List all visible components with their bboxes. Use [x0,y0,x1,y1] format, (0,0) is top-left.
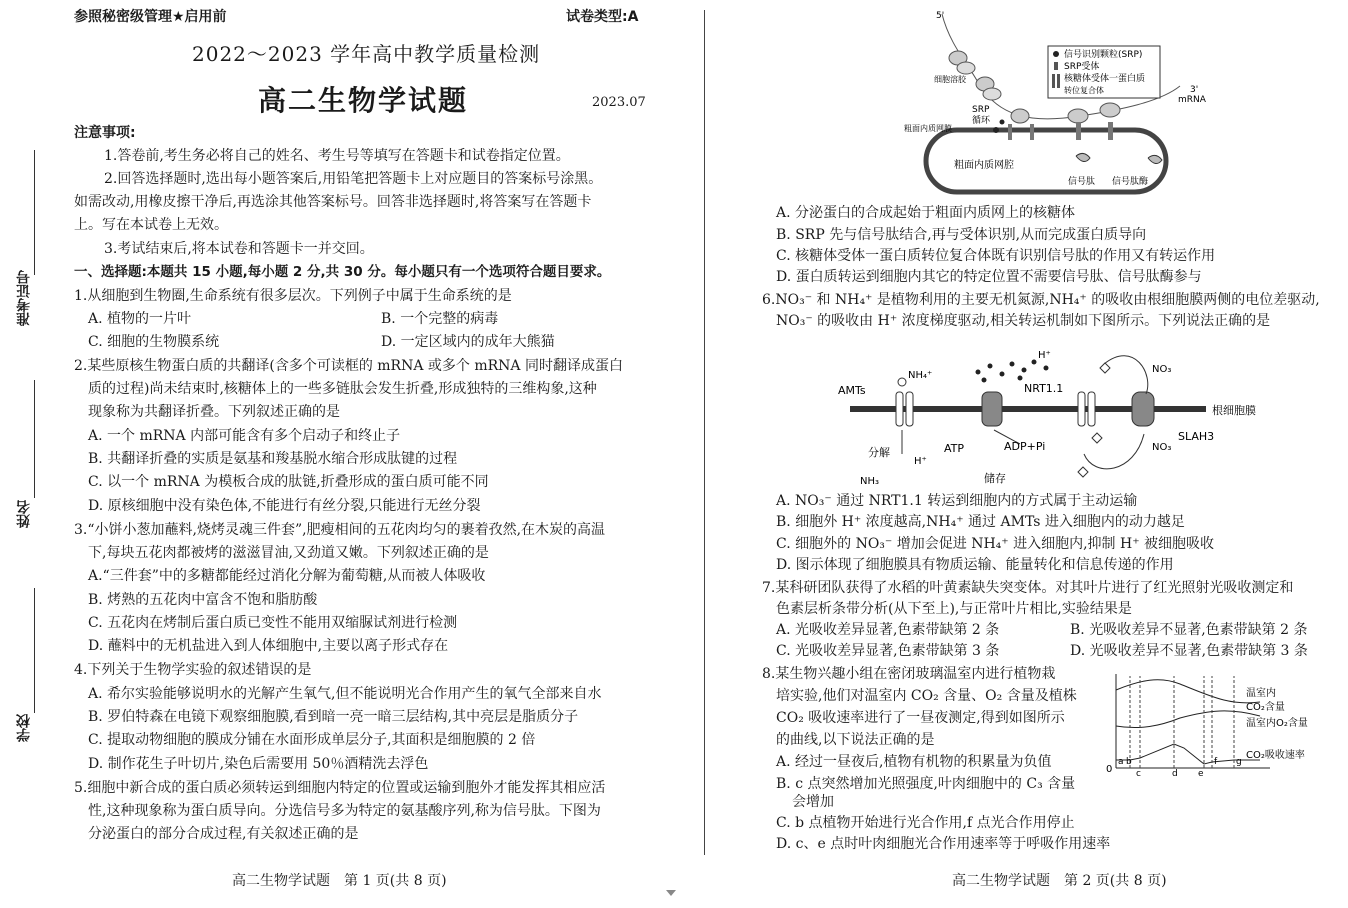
question-stem: 3.“小饼小葱加蘸料,烧烤灵魂三件套”,肥瘦相间的五花肉均匀的裹着孜然,在木炭的高温 [74,522,606,538]
option-d: D. 蛋白质转运到细胞内其它的特定位置不需要信号肽、信号肽酶参与 [776,269,1202,285]
legend-label: SRP受体 [1064,62,1100,72]
question-stem: 分泌蛋白的部分合成过程,有关叙述正确的是 [88,826,359,842]
co2-label: 温室内 [1246,688,1276,699]
nh4-label: NH₄⁺ [908,370,933,381]
h-label: H⁺ [1038,350,1051,361]
question-stem: 8.某生物兴趣小组在密闭玻璃温室内进行植物栽 [762,666,1056,682]
binding-line [34,380,35,498]
channel-icon [1008,124,1012,140]
srp-cycle-label: SRP [972,105,990,115]
srp-cycle-label: 循环 [972,116,991,126]
option-d: D. 图示体现了细胞膜具有物质运输、能量转化和信息传递的作用 [776,557,1174,573]
option-b: B. 烤熟的五花肉中富含不饱和脂肪酸 [88,592,318,608]
co2-label: CO₂含量 [1246,702,1285,713]
legend-receptor-icon [1054,62,1058,70]
channel-icon [1030,124,1034,140]
notice-line: 2.回答选择题时,选出每小题答案后,用铅笔把答题卡上对应题目的答案标号涂黑。 [104,171,603,187]
guide-lines [1130,676,1234,768]
signal-peptidase-label: 信号肽酶 [1112,177,1149,187]
binding-line [34,150,35,275]
option-c: C. 五花肉在烤制后蛋白质已变性不能用双缩脲试剂进行检测 [88,615,458,631]
option-a: A. 一个 mRNA 内部可能含有多个启动子和终止子 [88,428,401,444]
question-stem: 1.从细胞到生物圈,生命系统有很多层次。下列例子中属于生命系统的是 [74,288,512,304]
adp-label: ADP+Pi [1004,440,1046,453]
question-stem: 6.NO₃⁻ 和 NH₄⁺ 是植物利用的主要无机氮源,NH₄⁺ 的吸收由根细胞膜两侧的电位差驱动, [762,292,1320,308]
notice-line: 3.考试结束后,将本试卷和答题卡一并交回。 [104,241,374,257]
option-c: C. 以一个 mRNA 为模板合成的肽链,折叠形成的蛋白质可能不同 [88,474,489,490]
question-stem: CO₂ 吸收速率进行了一昼夜测定,得到如图所示 [776,710,1065,726]
side-label-school: 学校 [16,714,32,742]
option-b: B. 细胞外 H⁺ 浓度越高,NH₄⁺ 通过 AMTs 进入细胞内的动力越足 [776,514,1185,530]
nrt-channel [1078,392,1085,426]
option-b: B. c 点突然增加光照强度,叶肉细胞中的 C₃ 含量 [776,776,1076,792]
five-prime-label: 5' [936,11,945,21]
question-stem: 现象称为共翻译折叠。下列叙述正确的是 [88,404,340,420]
option-c: C. 核糖体受体一蛋白质转位复合体既有识别信号肽的作用又有转运作用 [776,248,1216,264]
ribosome-icon [1100,103,1120,117]
o2-label: 温室内O₂含量 [1246,718,1308,729]
slah3-channel [1132,392,1154,426]
amts-channel [896,392,903,426]
o2-curve [1116,711,1260,728]
question-stem: 7.某科研团队获得了水稻的叶黄素缺失突变体。对其叶片进行了红光照射光吸收测定和 [762,580,1294,596]
h-label: H⁺ [914,456,927,467]
question-stem: 2.某些原核生物蛋白质的共翻译(含多个可读框的 mRNA 或多个 mRNA 同时翻译成蛋白 [74,358,623,374]
rer-membrane-label: 粗面内质网膜 [904,124,952,133]
transport-figure [834,344,1278,492]
option-b: B. 共翻译折叠的实质是氨基和羧基脱水缩合形成肽键的过程 [88,451,458,467]
atp-label: ATP [944,442,965,455]
no3-icon [1092,433,1102,443]
option-a: A. 分泌蛋白的合成起始于粗面内质网上的核糖体 [776,205,1076,221]
mrna-label: mRNA [1178,95,1206,105]
option-b: B. 光吸收差异不显著,色素带缺第 2 条 [1070,622,1308,638]
rate-label: CO₂吸收速率 [1246,750,1305,761]
option-b: B. 一个完整的病毒 [381,311,499,327]
subject-title: 高二生物学试题 [258,84,469,117]
side-label-name: 姓名 [16,500,32,528]
rer-lumen-label: 粗面内质网腔 [954,160,1014,171]
scroll-down-icon[interactable] [664,888,678,898]
notice-line: 如需改动,用橡皮擦干净后,再选涂其他答案标号。回答非选择题时,将答案写在答题卡 [74,194,592,210]
nh3-label: NH₃ [860,476,880,487]
legend-label: 信号识别颗粒(SRP) [1064,50,1143,60]
amts-label: AMTs [838,384,866,397]
section-heading: 一、选择题:本题共 15 小题,每小题 2 分,共 30 分。每小题只有一个选项符合题目要求。 [74,264,611,280]
option-c: C. 光吸收差异显著,色素带缺第 3 条 [776,643,1000,659]
srp-figure [880,6,1206,198]
ribosome-icon [1011,109,1029,123]
three-prime-label: 3' [1190,85,1199,95]
question-stem: NO₃⁻ 的吸收由 H⁺ 浓度梯度驱动,相关转运机制如下图所示。下列说法正确的是 [776,313,1271,329]
point-label: c [1136,769,1141,779]
option-a: A. 希尔实验能够说明水的光解产生氧气,但不能说明光合作用产生的氧气全部来自水 [88,686,602,702]
notice-line: 1.答卷前,考生务必将自己的姓名、考生号等填写在答题卡和试卷指定位置。 [104,148,570,164]
option-a: A. NO₃⁻ 通过 NRT1.1 转运到细胞内的方式属于主动运输 [776,493,1138,509]
store-label: 储存 [984,472,1006,485]
co2-curve [1116,680,1260,703]
option-d: D. c、e 点时叶肉细胞光合作用速率等于呼吸作用速率 [776,836,1111,852]
question-stem: 5.细胞中新合成的蛋白质必须转运到细胞内特定的位置或运输到胞外才能发挥其相应活 [74,780,606,796]
no3-icon [1100,363,1110,373]
point-label: d [1172,769,1178,779]
ribosome-icon [983,88,1001,100]
srp-dot [1000,120,1005,125]
nrt-channel [1088,392,1095,426]
point-label: g [1236,757,1242,767]
legend-srp-icon [1053,51,1059,57]
option-c: C. 细胞外的 NO₃⁻ 增加会促进 NH₄⁺ 进入细胞内,抑制 H⁺ 被细胞吸收 [776,536,1215,552]
channel-icon [1076,122,1081,140]
question-stem: 下,每块五花肉都被烤的滋滋冒油,又劲道又嫩。下列叙述正确的是 [88,545,489,561]
question-stem: 色素层析条带分析(从下至上),与正常叶片相比,实验结果是 [776,601,1132,617]
option-a: A. 光吸收差异显著,色素带缺第 2 条 [776,622,1000,638]
signal-peptide-label: 信号肽 [1068,177,1096,187]
option-c: C. 提取动物细胞的膜成分铺在水面形成单层分子,其面积是细胞膜的 2 倍 [88,732,536,748]
option-d: D. 光吸收差异不显著,色素带缺第 3 条 [1070,643,1308,659]
paper-type-label: 试卷类型:A [566,9,639,25]
point-label: e [1198,769,1204,779]
option-b-cont: 会增加 [792,794,834,810]
no3-label: NO₃ [1152,442,1172,453]
page-divider [704,10,705,855]
ribosome-icon [1068,109,1088,123]
option-d: D. 制作花生子叶切片,染色后需要用 50％酒精洗去浮色 [88,756,429,772]
secrecy-label: 参照秘密级管理★启用前 [74,9,227,25]
option-b: B. 罗伯特森在电镜下观察细胞膜,看到暗一亮一暗三层结构,其中亮层是脂质分子 [88,709,579,725]
question-stem: 4.下列关于生物学实验的叙述错误的是 [74,662,312,678]
side-label-exam-number: 准考证号 [16,270,32,326]
ribosome-icon [957,62,975,74]
option-a: A.“三件套”中的多糖都能经过消化分解为葡萄糖,从而被人体吸收 [88,568,486,584]
option-d: D. 蘸料中的无机盐进入到人体细胞中,主要以离子形式存在 [88,638,449,654]
legend-label: 转位复合体 [1064,86,1104,95]
proton-dots [976,360,1049,383]
arrow-line [1104,356,1148,394]
exam-date: 2023.07 [592,95,646,110]
legend-label: 核糖体受体一蛋白质 [1064,74,1146,84]
origin-label: 0 [1106,764,1113,775]
binding-line [34,588,35,713]
point-label: a [1118,757,1124,767]
option-c: C. b 点植物开始进行光合作用,f 点光合作用停止 [776,815,1075,831]
amts-channel [906,392,913,426]
question-stem: 质的过程)尚未结束时,核糖体上的一些多链肽会发生折叠,形成独特的三维构象,这种 [88,381,597,397]
option-a: A. 植物的一片叶 [88,311,192,327]
no3-icon [1078,467,1088,477]
option-c: C. 细胞的生物膜系统 [88,334,220,350]
question-stem: 的曲线,以下说法正确的是 [776,732,935,748]
srp-dot [993,127,999,133]
question-stem: 性,这种现象称为蛋白质导向。分选信号多为特定的氨基酸序列,称为信号肽。下图为 [88,803,601,819]
option-d: D. 原核细胞中没有染色体,不能进行有丝分裂,只能进行无丝分裂 [88,498,481,514]
proton-pump [982,392,1002,426]
exam-title: 2022～2023 学年高中教学质量检测 [192,42,541,66]
point-label: f [1214,757,1218,767]
nh4-icon [898,378,906,386]
option-b: B. SRP 先与信号肽结合,再与受体识别,从而完成蛋白质导向 [776,227,1147,243]
legend-complex-icon [1052,74,1055,88]
cytosol-label: 细胞溶胶 [934,75,966,84]
question-stem: 培实验,他们对温室内 CO₂ 含量、O₂ 含量及植株 [776,688,1077,704]
option-d: D. 一定区域内的成年大熊猫 [381,334,555,350]
slah3-label: SLAH3 [1178,430,1215,443]
legend-complex-icon [1057,74,1060,88]
point-label: b [1126,757,1132,767]
notice-heading: 注意事项: [74,125,136,141]
nrt-label: NRT1.1 [1024,382,1064,395]
no3-label: NO₃ [1152,364,1172,375]
page-footer-right: 高二生物学试题 第 2 页(共 8 页) [952,873,1167,889]
membrane-label: 根细胞膜 [1212,404,1256,417]
option-a: A. 经过一昼夜后,植物有机物的积累量为负值 [776,754,1052,770]
page-footer-left: 高二生物学试题 第 1 页(共 8 页) [232,873,447,889]
decompose-label: 分解 [868,446,890,459]
channel-icon [1108,122,1113,140]
gas-curve-figure [1100,666,1336,784]
notice-line: 上。写在本试卷上无效。 [74,217,228,233]
